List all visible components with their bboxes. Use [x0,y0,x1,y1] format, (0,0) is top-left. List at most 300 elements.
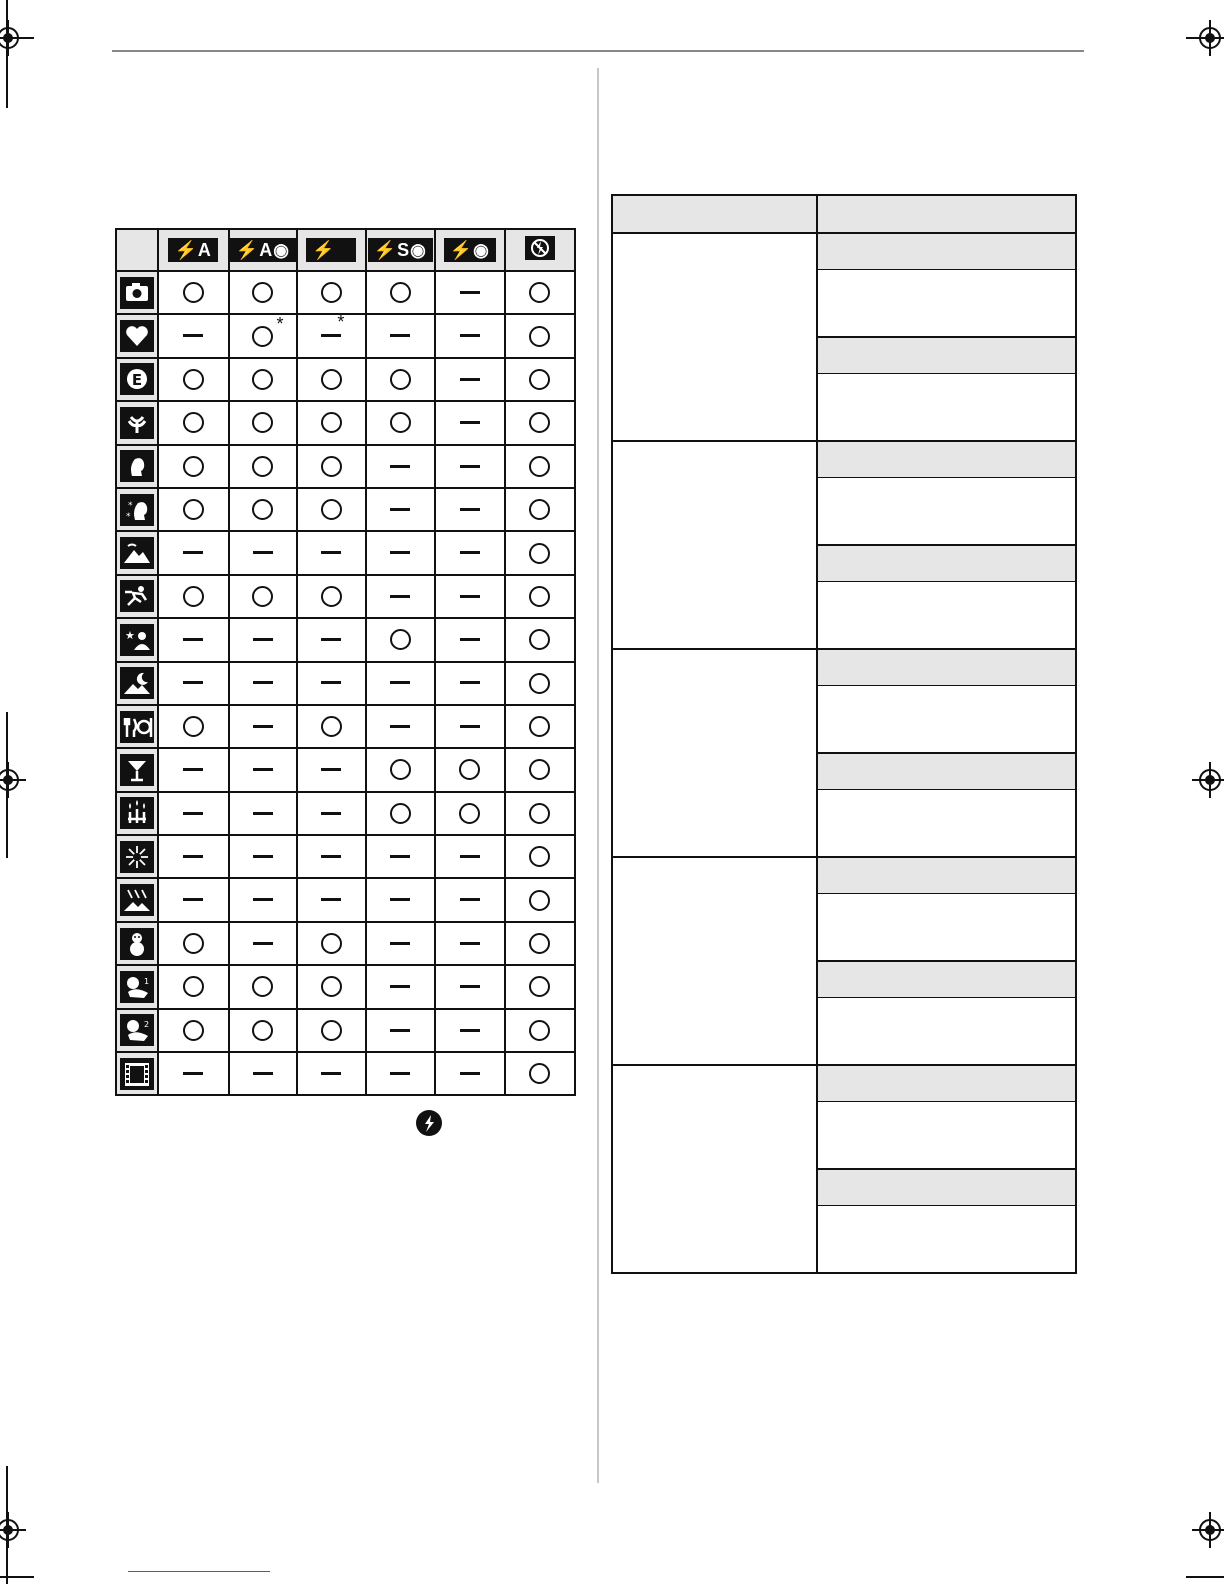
availability-cell [158,575,228,618]
grid-body-cell [817,1102,1076,1170]
availability-cell [297,662,365,705]
available-mark [529,1020,550,1041]
availability-cell [435,1009,504,1052]
registration-mark-top-right [1192,20,1224,60]
availability-cell [158,445,228,488]
unavailable-mark [183,638,203,641]
scene-mode-cell [116,748,158,791]
scene-mode-cell [116,271,158,314]
availability-cell [366,358,435,401]
grid-group-cell [612,1065,817,1273]
availability-cell [435,662,504,705]
available-mark [252,976,273,997]
availability-cell [297,922,365,965]
unavailable-mark [460,465,480,468]
table-row [116,922,575,965]
availability-cell [229,271,297,314]
availability-cell [435,878,504,921]
availability-cell [297,878,365,921]
availability-cell [297,575,365,618]
table-row [116,1009,575,1052]
available-mark [529,846,550,867]
unavailable-mark [183,898,203,901]
grid-group-cell [612,857,817,1065]
availability-cell [229,835,297,878]
availability-cell [505,314,576,357]
scene-mode-cell [116,705,158,748]
availability-cell [158,965,228,1008]
scene-mode-cell [116,1052,158,1095]
available-mark [252,1020,273,1041]
unavailable-mark [321,638,341,641]
availability-cell [229,445,297,488]
table-row [116,965,575,1008]
available-mark [252,369,273,390]
scene-mode-cell [116,401,158,444]
availability-cell [297,965,365,1008]
unavailable-mark [321,812,341,815]
availability-cell [297,1052,365,1095]
availability-cell [229,965,297,1008]
unavailable-mark [183,551,203,554]
availability-cell [229,575,297,618]
available-mark [252,456,273,477]
availability-cell [366,662,435,705]
availability-cell [366,488,435,531]
footnote-asterisk: * [276,313,284,334]
unavailable-mark [253,942,273,945]
unavailable-mark [253,551,273,554]
grid-subheader-row [612,649,1076,686]
available-mark [183,933,204,954]
table-row [116,792,575,835]
grid-subheader-row [612,233,1076,270]
grid-subheader-cell [817,1169,1076,1206]
availability-cell [297,488,365,531]
available-mark [459,759,480,780]
grid-subheader-cell [817,753,1076,790]
available-mark [183,586,204,607]
availability-cell [229,748,297,791]
availability-cell [366,314,435,357]
available-mark [321,716,342,737]
table-row [116,835,575,878]
unavailable-mark [460,985,480,988]
availability-cell [505,401,576,444]
availability-cell [297,792,365,835]
economy-icon [120,363,154,395]
unavailable-mark [183,768,203,771]
grid-subheader-row [612,857,1076,894]
table-row [116,401,575,444]
unavailable-mark [253,855,273,858]
unavailable-mark [460,595,480,598]
availability-cell [297,314,365,357]
availability-cell [366,705,435,748]
availability-cell [505,792,576,835]
available-mark [529,412,550,433]
grid-body-cell [817,270,1076,338]
available-mark [529,976,550,997]
footer-link-underline[interactable] [128,1571,270,1572]
table-row [116,575,575,618]
heart-icon [120,320,154,352]
unavailable-mark [183,812,203,815]
available-mark [183,976,204,997]
table-row [116,271,575,314]
available-mark [390,412,411,433]
available-mark [529,456,550,477]
availability-cell [158,358,228,401]
header-flash-auto-red-eye [229,229,297,271]
available-mark [321,499,342,520]
baby1-icon [120,971,154,1003]
unavailable-mark [390,725,410,728]
availability-cell [505,488,576,531]
unavailable-mark [460,725,480,728]
availability-cell [158,531,228,574]
availability-cell [435,792,504,835]
available-mark [183,412,204,433]
available-mark [390,759,411,780]
availability-cell [435,922,504,965]
availability-cell [229,358,297,401]
availability-cell [366,445,435,488]
night-scenery-icon [120,667,154,699]
unavailable-mark [460,378,480,381]
availability-cell [229,662,297,705]
availability-cell [158,835,228,878]
availability-cell [366,618,435,661]
unavailable-mark [253,898,273,901]
unavailable-mark [390,985,410,988]
available-mark [321,976,342,997]
crop-line [6,712,8,858]
availability-cell [158,1009,228,1052]
availability-cell [505,705,576,748]
available-mark [252,282,273,303]
unavailable-mark [390,942,410,945]
availability-cell [435,358,504,401]
available-mark [321,1020,342,1041]
availability-cell [297,705,365,748]
availability-cell [229,1052,297,1095]
registration-mark-mid-right [1192,762,1224,802]
scene-mode-cell [116,878,158,921]
availability-cell [435,835,504,878]
availability-cell [505,575,576,618]
svg-text:*: * [128,500,133,511]
availability-cell [505,531,576,574]
baby2-icon [120,1014,154,1046]
available-mark [183,1020,204,1041]
scene-mode-cell [116,488,158,531]
column-divider [597,68,599,1483]
availability-cell [229,314,297,357]
grid-header-row [612,195,1076,233]
table-row [116,662,575,705]
crop-line [6,1466,8,1584]
available-mark [529,1063,550,1084]
grid-group-cell [612,233,817,441]
availability-cell [158,922,228,965]
unavailable-mark [390,898,410,901]
availability-cell [158,271,228,314]
availability-cell [366,271,435,314]
availability-cell [505,878,576,921]
availability-cell [229,922,297,965]
availability-cell [297,618,365,661]
footnote-asterisk: * [337,312,345,333]
table-row [116,358,575,401]
grid-subheader-row [612,441,1076,478]
available-mark [529,890,550,911]
grid-subheader-cell [817,337,1076,374]
available-mark [183,716,204,737]
availability-cell [158,618,228,661]
crop-line [0,37,34,39]
availability-cell [435,1052,504,1095]
header-flash-auto [158,229,228,271]
grid-subheader-cell [817,441,1076,478]
unavailable-mark [390,334,410,337]
availability-cell [366,531,435,574]
svg-text:*: * [126,511,131,522]
availability-cell [158,705,228,748]
scene-mode-cell [116,965,158,1008]
unavailable-mark [390,595,410,598]
grid-group-cell [612,649,817,857]
flash-red-eye-icon: ⚡◉ [444,238,496,262]
scene-mode-cell [116,662,158,705]
availability-cell [435,314,504,357]
fireworks-icon [120,841,154,873]
starry-sky-icon [120,884,154,916]
available-mark [459,803,480,824]
portrait-icon [120,450,154,482]
available-mark [183,282,204,303]
availability-cell [435,445,504,488]
scene-mode-cell [116,792,158,835]
scenery-icon [120,537,154,569]
grid-body-cell [817,998,1076,1066]
flash-auto-red-eye-icon: ⚡A◉ [230,238,296,262]
available-mark [321,933,342,954]
availability-cell [366,748,435,791]
sports-icon [120,580,154,612]
unavailable-mark [253,725,273,728]
unavailable-mark [460,942,480,945]
availability-cell [435,618,504,661]
availability-cell [229,1009,297,1052]
crop-line [1186,1576,1224,1578]
availability-cell [229,618,297,661]
availability-cell [435,401,504,444]
unavailable-mark [183,334,203,337]
availability-cell [505,271,576,314]
grid-header-cell [612,195,817,233]
availability-cell [366,922,435,965]
available-mark [183,499,204,520]
grid-subheader-cell [817,1065,1076,1102]
unavailable-mark [390,551,410,554]
flash-table-header [116,229,575,271]
header-flash-on [297,229,365,271]
grid-subheader-cell [817,857,1076,894]
macro-flower-icon [120,407,154,439]
unavailable-mark [460,1029,480,1032]
unavailable-mark [321,681,341,684]
scene-mode-cell [116,314,158,357]
unavailable-mark [253,768,273,771]
header-flash-off [505,229,576,271]
availability-cell [229,705,297,748]
scene-mode-cell [116,618,158,661]
night-portrait-icon [120,624,154,656]
unavailable-mark [321,768,341,771]
unavailable-mark [460,898,480,901]
available-mark [529,326,550,347]
unavailable-mark [253,812,273,815]
availability-cell [297,358,365,401]
food-icon [120,711,154,743]
scene-mode-cell [116,1009,158,1052]
availability-cell [505,965,576,1008]
registration-mark-mid-left [0,762,30,802]
availability-cell [435,271,504,314]
availability-cell [297,835,365,878]
grid-body-cell [817,790,1076,858]
availability-cell [366,1009,435,1052]
party-icon [120,754,154,786]
unavailable-mark [460,421,480,424]
availability-cell [435,965,504,1008]
unavailable-mark [460,638,480,641]
motion-picture-icon [120,1058,154,1090]
svg-text:E: E [132,371,143,390]
available-mark [390,369,411,390]
flash-on-icon: ⚡ [306,238,356,262]
unavailable-mark [321,855,341,858]
availability-cell [366,1052,435,1095]
flash-off-note-icon [416,1110,442,1136]
grid-subheader-cell [817,545,1076,582]
grid-subheader-cell [817,233,1076,270]
availability-cell [158,314,228,357]
available-mark [390,629,411,650]
available-mark [321,282,342,303]
unavailable-mark [460,855,480,858]
scene-mode-cell [116,445,158,488]
grid-subheader-row [612,1065,1076,1102]
available-mark [252,412,273,433]
unavailable-mark [390,681,410,684]
availability-cell [229,792,297,835]
availability-cell [366,965,435,1008]
availability-cell [366,401,435,444]
availability-cell [435,488,504,531]
availability-cell [229,401,297,444]
flash-auto-icon: ⚡A [168,238,218,262]
available-mark [252,499,273,520]
scene-mode-cell [116,531,158,574]
availability-cell [297,401,365,444]
crop-line [6,0,8,108]
grid-body-cell [817,582,1076,650]
registration-mark-top-left [0,20,30,60]
snow-icon [120,928,154,960]
grid-subheader-cell [817,961,1076,998]
availability-cell [229,531,297,574]
available-mark [529,673,550,694]
availability-cell [297,531,365,574]
availability-cell [505,618,576,661]
available-mark [252,586,273,607]
scene-mode-cell [116,922,158,965]
availability-cell [229,878,297,921]
availability-cell [505,662,576,705]
available-mark [321,369,342,390]
available-mark [321,456,342,477]
available-mark [252,313,284,347]
unavailable-mark [183,681,203,684]
unavailable-mark [460,551,480,554]
available-mark [321,412,342,433]
unavailable-mark [253,638,273,641]
available-mark [321,586,342,607]
availability-cell [435,705,504,748]
availability-cell [435,531,504,574]
availability-cell [366,878,435,921]
availability-cell [505,1052,576,1095]
unavailable-mark [253,1072,273,1075]
unavailable-mark [460,334,480,337]
availability-cell [229,488,297,531]
table-row [116,618,575,661]
unavailable-mark [390,855,410,858]
availability-cell [505,358,576,401]
scene-mode-cell [116,358,158,401]
unavailable-mark [460,681,480,684]
availability-cell [158,792,228,835]
unavailable-mark [460,508,480,511]
unavailable-mark [390,1072,410,1075]
unavailable-mark [321,312,345,337]
availability-cell [435,748,504,791]
svg-text:2: 2 [144,1020,150,1030]
unavailable-mark [390,508,410,511]
availability-cell [158,878,228,921]
scene-mode-cell [116,835,158,878]
header-rule [112,50,1084,52]
table-row [116,748,575,791]
svg-text:★: ★ [125,628,135,642]
availability-cell [366,835,435,878]
slow-sync-red-eye-icon: ⚡S◉ [368,238,433,262]
unavailable-mark [390,1029,410,1032]
table-row [116,445,575,488]
header-flash-red-eye [435,229,504,271]
availability-cell [297,748,365,791]
unavailable-mark [183,855,203,858]
table-row [116,531,575,574]
available-mark [529,933,550,954]
available-mark [183,456,204,477]
availability-cell [297,445,365,488]
candle-light-icon [120,797,154,829]
grid-body-cell [817,374,1076,442]
unavailable-mark [390,465,410,468]
